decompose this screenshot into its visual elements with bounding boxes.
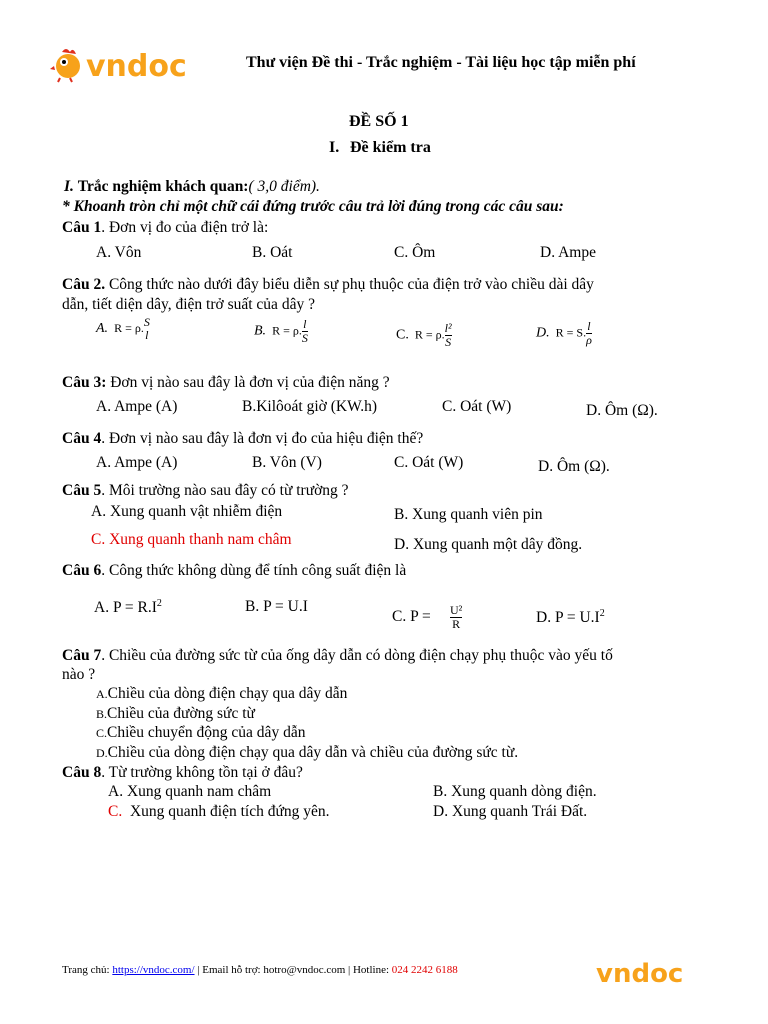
q4-option-b[interactable]: B. Vôn (V)	[252, 454, 322, 471]
q6-option-a[interactable]: A. $P = R.I^2$	[94, 598, 162, 617]
q8-option-b[interactable]: B. Xung quanh dòng điện.	[433, 783, 597, 800]
q4-option-d[interactable]: D. Ôm (Ω).	[538, 458, 610, 475]
question-5: Câu 5. Môi trường nào sau đây có từ trường ?	[62, 482, 349, 499]
q5-option-b[interactable]: B. Xung quanh viên pin	[394, 506, 543, 523]
page-footer: Trang chủ: https://vndoc.com/ | Email hỗ trợ: hotro@vndoc.com | Hotline: 024 2242 6188	[62, 964, 458, 976]
q6-option-c[interactable]: C. P =	[392, 608, 431, 625]
q7-option-a[interactable]: A.Chiều của dòng điện chạy qua dây dẫn	[96, 685, 348, 702]
hotline-number: 024 2242 6188	[391, 964, 458, 976]
q6-option-b[interactable]: B. P = U.I	[245, 598, 308, 615]
section-heading-num: I.	[329, 139, 340, 156]
question-2-cont: dẫn, tiết diện dây, điện trở suất của dây ?	[62, 296, 315, 313]
homepage-link[interactable]: https://vndoc.com/	[112, 964, 195, 976]
q3-option-b[interactable]: B.Kilôoát giờ (KW.h)	[242, 398, 378, 415]
q8-option-c-answer[interactable]: C. Xung quanh điện tích đứng yên.	[108, 803, 330, 820]
q1-option-a[interactable]: A. Vôn	[96, 244, 142, 261]
footer-vndoc-logo[interactable]	[596, 958, 716, 988]
vndoc-logo[interactable]	[50, 44, 200, 84]
question-1: Câu 1. Đơn vị đo của điện trở là:	[62, 219, 269, 236]
q7-option-c[interactable]: C.Chiều chuyển động của dây dẫn	[96, 724, 306, 741]
q1-option-b[interactable]: B. Oát	[252, 244, 293, 261]
question-8: Câu 8. Từ trường không tồn tại ở đâu?	[62, 764, 303, 781]
logo-wordmark: vndoc	[86, 49, 187, 84]
q2-option-b[interactable]: B. R = ρ. $\frac{l}{S}$	[254, 317, 308, 345]
q5-option-d[interactable]: D. Xung quanh một dây đồng.	[394, 536, 583, 553]
q3-option-a[interactable]: A. Ampe (A)	[96, 398, 178, 415]
chicken-mascot-icon	[50, 49, 80, 82]
q3-option-c[interactable]: C. Oát (W)	[442, 398, 512, 415]
q7-option-d[interactable]: D.Chiều của dòng điện chạy qua dây dẫn và chiều của đường sức từ.	[96, 744, 519, 761]
q8-option-d[interactable]: D. Xung quanh Trái Đất.	[433, 803, 588, 820]
q3-option-d[interactable]: D. Ôm (Ω).	[586, 402, 658, 419]
q6-option-d[interactable]: D. $P = U.I^2$	[536, 608, 605, 627]
q6-option-c-fraction: $\frac{\text{U²}}{R}$	[450, 603, 463, 631]
q8-option-a[interactable]: A. Xung quanh nam châm	[108, 783, 272, 800]
q2-option-d[interactable]: D. R = S. $\frac{l}{\rho}$	[536, 319, 592, 347]
question-6: Câu 6. Công thức không dùng để tính công suất điện là	[62, 562, 407, 579]
question-7: Câu 7. Chiều của đường sức từ của ống dây dẫn có dòng điện chạy phụ thuộc vào yếu tố	[62, 647, 613, 664]
instruction: * Khoanh tròn chỉ một chữ cái đứng trước câu trả lời đúng trong các câu sau:	[62, 198, 564, 215]
q4-option-a[interactable]: A. Ampe (A)	[96, 454, 178, 471]
q5-option-a[interactable]: A. Xung quanh vật nhiễm điện	[91, 503, 283, 520]
exam-heading: ĐỀ SỐ 1	[349, 113, 409, 130]
question-4: Câu 4. Đơn vị nào sau đây là đơn vị đo của hiệu điện thế?	[62, 430, 424, 447]
part-title: I. Trắc nghiệm khách quan:( 3,0 điểm).	[64, 178, 320, 195]
q2-option-c[interactable]: C. R = ρ. $\frac{\text{l²}}{S}$	[396, 321, 452, 349]
question-3: Câu 3: Đơn vị nào sau đây là đơn vị của điện năng ?	[62, 374, 390, 391]
q5-option-c-answer[interactable]: C. Xung quanh thanh nam châm	[91, 531, 292, 548]
q1-option-c[interactable]: C. Ôm	[394, 244, 436, 261]
footer-logo-wordmark: vndoc	[596, 959, 684, 988]
section-heading: Đề kiểm tra	[350, 139, 431, 156]
question-7-cont: nào ?	[62, 666, 96, 683]
q7-option-b[interactable]: B.Chiều của đường sức từ	[96, 705, 255, 722]
site-tagline: Thư viện Đề thi - Trắc nghiệm - Tài liệu học tập miễn phí	[246, 54, 636, 71]
q1-option-d[interactable]: D. Ampe	[540, 244, 596, 261]
question-2: Câu 2. Công thức nào dưới đây biểu diễn sự phụ thuộc của điện trở vào chiều dài dây	[62, 276, 594, 293]
q4-option-c[interactable]: C. Oát (W)	[394, 454, 464, 471]
q2-option-a[interactable]: A. R = ρ. S l	[96, 315, 150, 342]
